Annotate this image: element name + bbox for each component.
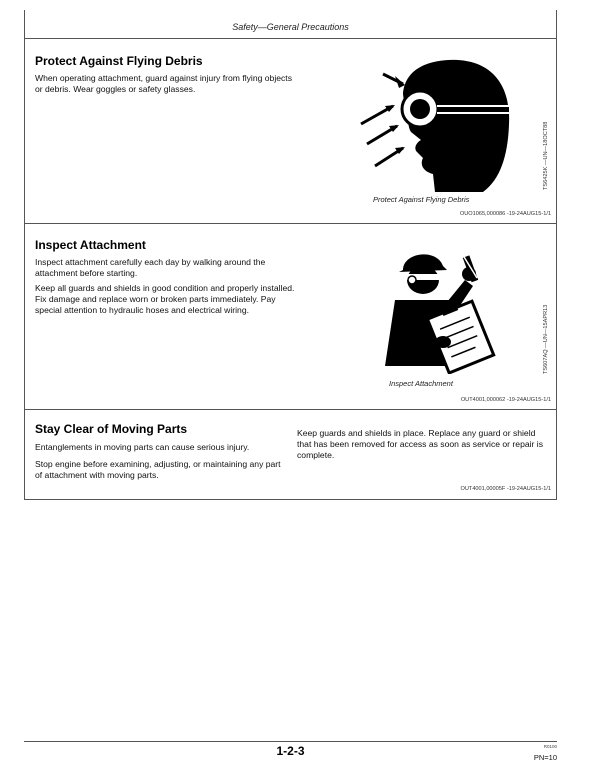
pn-label: PN=10 (533, 753, 557, 762)
section-title: Inspect Attachment (35, 238, 146, 252)
document-reference: OUO1065,000086 -19-24AUG15-1/1 (459, 211, 551, 217)
figure-caption: Inspect Attachment (389, 379, 453, 388)
section-inspect-attachment (24, 224, 557, 410)
footer-divider (24, 741, 557, 742)
figure-id: TS6425K —UN—18OCT88 (543, 121, 549, 190)
section-moving-parts (24, 410, 557, 500)
document-reference: OUT4001,000062 -19-24AUG15-1/1 (460, 397, 551, 403)
worker-with-clipboard-icon (365, 238, 505, 374)
figure-id: TS607AQ —UN—15APR13 (543, 304, 549, 374)
footer-code: R0100 (543, 744, 557, 749)
section-paragraph-right: Keep guards and shields in place. Replace any guard or shield that has been removed for access as soon as service or repair is complete. (297, 428, 543, 460)
figure-caption: Protect Against Flying Debris (373, 195, 470, 204)
page-header-title: Safety—General Precautions (232, 22, 349, 32)
section-paragraph: Entanglements in moving parts can cause serious injury. (35, 442, 250, 452)
section-paragraph: Keep all guards and shields in good condition and properly installed. Fix damage and replace worn or broken parts immediately. Pay special attention to hydraulic hoses and electrical wiring. (35, 283, 295, 315)
section-paragraph: Stop engine before examining, adjusting, or maintaining any part of attachment with moving parts. (35, 459, 281, 480)
section-paragraph: When operating attachment, guard against injury from flying objects or debris. Wear goggles or safety glasses. (35, 73, 292, 94)
page-number: 1-2-3 (276, 744, 305, 758)
section-title: Protect Against Flying Debris (35, 54, 203, 68)
face-with-goggles-debris-icon (333, 54, 513, 192)
section-title: Stay Clear of Moving Parts (35, 422, 188, 436)
section-paragraph: Inspect attachment carefully each day by walking around the attachment before starting. (35, 257, 266, 278)
document-reference: OUT4001,00005F -19-24AUG15-1/1 (460, 486, 551, 492)
section-flying-debris (24, 38, 557, 224)
